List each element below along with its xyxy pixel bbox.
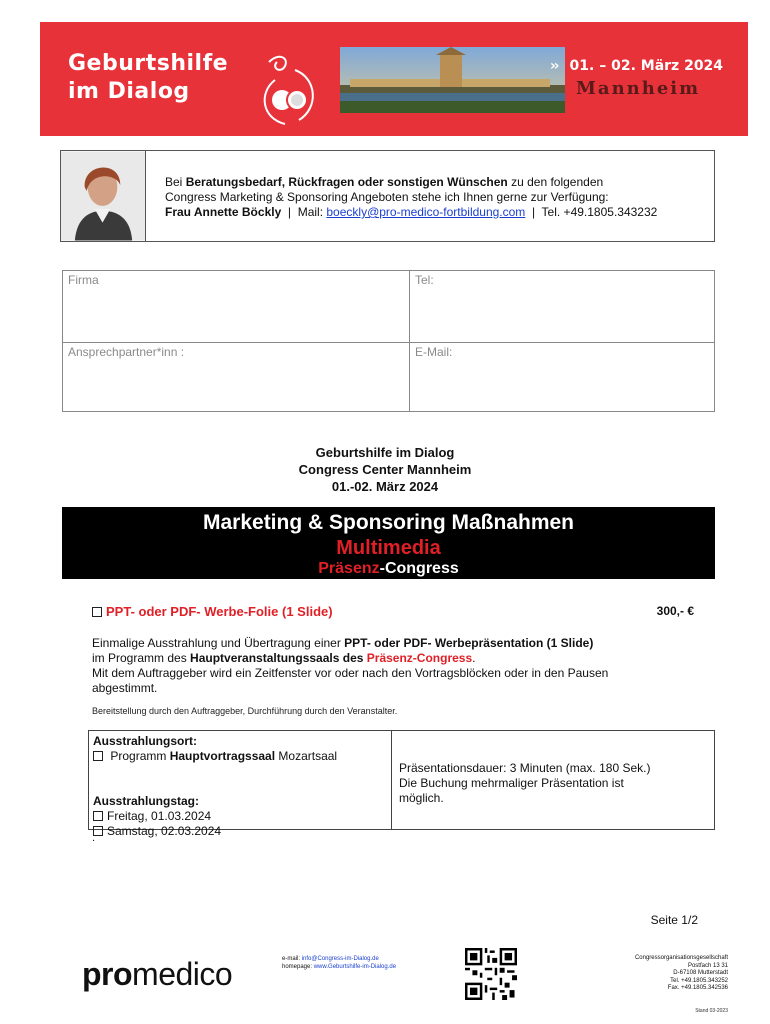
pregnancy-logo-icon [255,52,325,128]
footer-email-link[interactable]: info@Congress-im-Dialog.de [301,956,379,962]
contact-name: Frau Annette Böckly [165,205,282,219]
offer-item [92,604,694,619]
table-divider [391,731,392,829]
offer-price: 300,- € [656,604,694,618]
congress-type: Präsenz-Congress [318,560,459,577]
double-chevron-icon: ›› [550,58,558,74]
document-version: Stand 03-2023 [695,1008,728,1014]
contact-email-link[interactable]: boeckly@pro-medico-fortbildung.com [326,205,526,219]
footer-address: Congressorganisationsgesellschaft Postfach 13 31 D-67108 Mutterstadt Tel. +49.1805.343252 Fax. +49.1805.342536 [634,955,728,991]
header-banner [40,22,748,136]
presentation-details: Präsentationsdauer: 3 Minuten (max. 180 Sek.) Die Buchung mehrmaliger Präsentation ist möglich. [399,761,651,805]
customer-form [62,270,715,412]
contact-portrait-photo [61,151,146,241]
ansprechpartner-field[interactable]: Ansprechpartner*inn : [68,345,185,359]
promedico-logo: promedico [82,956,233,992]
broadcast-location-and-days: Ausstrahlungsort: Programm Hauptvortragssaal Mozartsaal Ausstrahlungstag: Freitag, 01.03.2024 Samstag, 02.03.2024 [93,734,338,838]
day-option: Samstag, 02.03.2024 [93,824,337,839]
page-number: Seite 1/2 [650,913,698,927]
qr-code-icon [465,948,517,1000]
email-field[interactable]: E-Mail: [415,345,453,359]
offer-label: PPT- oder PDF- Werbe-Folie (1 Slide) [106,604,333,619]
section-heading [62,507,715,579]
offer-description: Einmalige Ausstrahlung und Übertragung einer PPT- oder PDF- Werbepräsentation (1 Slide) im Programm des Hauptveranstaltungssaals des Präsenz-Congress. Mit dem Auftraggeber wird ein Zeitfenster vor oder nach den Vortragsblöcken oder in den Pausen abgestimmt. [92,636,609,695]
section-subtitle: Multimedia [336,537,441,559]
broadcast-options-table [88,730,715,838]
footer-contact: e-mail: info@Congress-im-Dialog.de homepage: www.Geburtshilfe-im-Dialog.de [282,956,397,970]
footer-homepage-link[interactable]: www.Geburtshilfe-im-Dialog.de [313,964,397,970]
firma-field[interactable]: Firma [68,273,99,287]
checkbox-icon[interactable] [92,607,102,617]
tel-field[interactable]: Tel: [415,273,434,287]
day-option: Freitag, 01.03.2024 [93,809,337,824]
contact-text: Bei Beratungsbedarf, Rückfragen oder sonstigen Wünschen zu den folgenden Congress Marketing & Sponsoring Angeboten stehe ich Ihnen gerne zur Verfügung: Frau Annette Böckly | Mail: boeckly@pro-medico-fortbildung.com | Tel. +49.1805.343232 [165,175,658,219]
checkbox-icon[interactable] [93,751,103,761]
conference-title: Geburtshilfe im Dialog [68,51,229,104]
contact-box [60,150,715,242]
conference-dates: ›› 01. – 02. März 2024 [550,58,724,74]
event-info: Geburtshilfe im Dialog Congress Center Mannheim 01.-02. März 2024 [298,445,472,494]
provision-note: Bereitstellung durch den Auftraggeber, Durchführung durch den Veranstalter. [92,706,398,716]
section-title: Marketing & Sponsoring Maßnahmen [202,511,575,534]
mannheim-water-tower-photo [340,47,565,113]
conference-city: Mannheim [576,78,701,99]
checkbox-icon[interactable] [93,811,103,821]
